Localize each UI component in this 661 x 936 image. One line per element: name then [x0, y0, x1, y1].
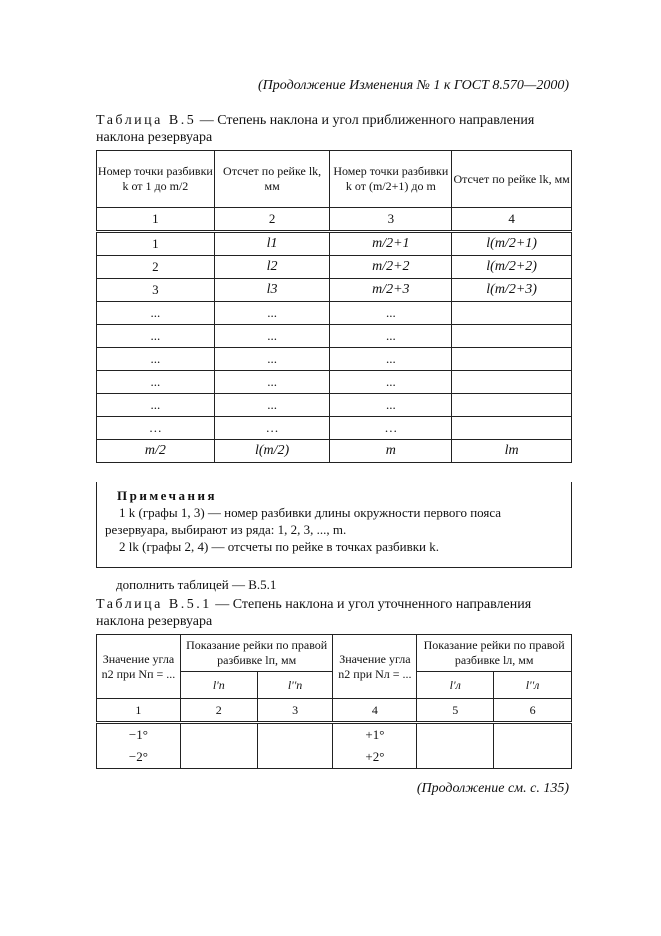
t2-header-1: Значение угла n2 при Nп = ... — [97, 635, 181, 699]
t2-header-23: Показание рейки по правой разбивке lп, мм — [180, 635, 333, 672]
t1-cell: … — [97, 417, 215, 440]
t1-header-1: Номер точки разбивки k от 1 до m/2 — [97, 151, 215, 208]
t2-cell-col1 — [97, 723, 181, 769]
table1-caption-text: — Степень наклона и угол приближенного направления наклона резервуара — [96, 113, 535, 145]
t1-cell — [452, 417, 572, 440]
t1-cell: … — [214, 417, 330, 440]
t1-cell: 1 — [97, 232, 215, 256]
t2-header-56: Показание рейки по правой разбивке lл, мм — [417, 635, 572, 672]
t2-subheader-3: l''п — [257, 672, 333, 699]
t2-cell-col4 — [333, 723, 417, 769]
t1-cell: ... — [330, 371, 452, 394]
t1-cell: ... — [214, 394, 330, 417]
t1-cell: l1 — [214, 232, 330, 256]
note-2: 2 lk (графы 2, 4) — отсчеты по рейке в точках разбивки k. — [119, 539, 440, 554]
table1-notes — [96, 482, 572, 568]
t1-cell: l(m/2) — [214, 440, 330, 463]
t1-header-4: Отсчет по рейке lk, мм — [452, 151, 572, 208]
t1-cell: ... — [330, 394, 452, 417]
table1-caption-prefix: Таблица В.5 — [96, 113, 197, 128]
t1-cell: ... — [97, 371, 215, 394]
t1-cell: ... — [214, 325, 330, 348]
t1-cell: 2 — [97, 256, 215, 279]
t1-cell: … — [330, 417, 452, 440]
table-b5 — [96, 150, 572, 463]
t1-cell: ... — [214, 302, 330, 325]
table-row — [97, 440, 572, 463]
t1-cell: ... — [214, 371, 330, 394]
t2-cell — [180, 723, 257, 769]
t1-cell — [452, 302, 572, 325]
t2-header-4: Значение угла n2 при Nл = ... — [333, 635, 417, 699]
t1-cell — [452, 394, 572, 417]
table-row — [97, 394, 572, 417]
table-row — [97, 348, 572, 371]
page-header: (Продолжение Изменения № 1 к ГОСТ 8.570—2000) — [258, 78, 569, 93]
t1-cell: ... — [97, 325, 215, 348]
t2-subheader-6: l''л — [494, 672, 572, 699]
t2-cell — [257, 723, 333, 769]
t2-cell — [494, 723, 572, 769]
t1-cell: ... — [97, 394, 215, 417]
t1-cell: l3 — [214, 279, 330, 302]
t1-colnum: 3 — [330, 208, 452, 232]
t1-cell — [452, 348, 572, 371]
t1-cell: l(m/2+2) — [452, 256, 572, 279]
page-footer: (Продолжение см. с. 135) — [416, 781, 569, 796]
table-row — [97, 417, 572, 440]
t1-colnum: 4 — [452, 208, 572, 232]
t1-cell: l(m/2+1) — [452, 232, 572, 256]
table-row — [97, 279, 572, 302]
table1-caption — [96, 112, 572, 146]
t1-cell: m/2 — [97, 440, 215, 463]
t2-colnum: 2 — [180, 699, 257, 723]
table-row — [97, 371, 572, 394]
table-b5-1 — [96, 634, 572, 769]
t2-subheader-2: l'п — [180, 672, 257, 699]
t1-cell: lm — [452, 440, 572, 463]
table-row — [97, 232, 572, 256]
t1-cell: ... — [214, 348, 330, 371]
t1-cell: ... — [330, 325, 452, 348]
t1-cell: l2 — [214, 256, 330, 279]
table2-caption-text: — Степень наклона и угол уточненного направления наклона резервуара — [96, 597, 532, 629]
t1-cell — [452, 325, 572, 348]
t1-cell: ... — [97, 302, 215, 325]
note-1: 1 k (графы 1, 3) — номер разбивки длины окружности первого пояса резервуара, выбирают из ряда: 1, 2, 3, ..., m. — [105, 505, 502, 537]
t2-cell — [417, 723, 494, 769]
t2-subheader-5: l'л — [417, 672, 494, 699]
t2-value: −1° — [128, 727, 148, 742]
t1-cell — [452, 371, 572, 394]
table-row — [97, 302, 572, 325]
t2-value: −2° — [128, 749, 148, 764]
t1-cell: ... — [330, 348, 452, 371]
t2-colnum: 6 — [494, 699, 572, 723]
table2-caption-prefix: Таблица В.5.1 — [96, 597, 212, 612]
t1-cell: 3 — [97, 279, 215, 302]
table-row — [97, 723, 572, 769]
notes-title: Примечания — [117, 488, 217, 503]
table2-caption — [96, 596, 572, 630]
t2-colnum: 5 — [417, 699, 494, 723]
t1-colnum: 2 — [214, 208, 330, 232]
t2-colnum: 1 — [97, 699, 181, 723]
table-row — [97, 325, 572, 348]
t1-cell: m/2+2 — [330, 256, 452, 279]
add-table-text: дополнить таблицей — В.5.1 — [116, 577, 277, 592]
t1-header-3: Номер точки разбивки k от (m/2+1) до m — [330, 151, 452, 208]
t1-cell: l(m/2+3) — [452, 279, 572, 302]
t1-cell: ... — [97, 348, 215, 371]
t1-header-2: Отсчет по рейке lk, мм — [214, 151, 330, 208]
table-row — [97, 256, 572, 279]
t1-cell: m — [330, 440, 452, 463]
t1-cell: m/2+3 — [330, 279, 452, 302]
t1-colnum: 1 — [97, 208, 215, 232]
t2-value: +2° — [365, 749, 385, 764]
t1-cell: m/2+1 — [330, 232, 452, 256]
t2-colnum: 3 — [257, 699, 333, 723]
t2-colnum: 4 — [333, 699, 417, 723]
t2-value: +1° — [365, 727, 385, 742]
t1-cell: ... — [330, 302, 452, 325]
